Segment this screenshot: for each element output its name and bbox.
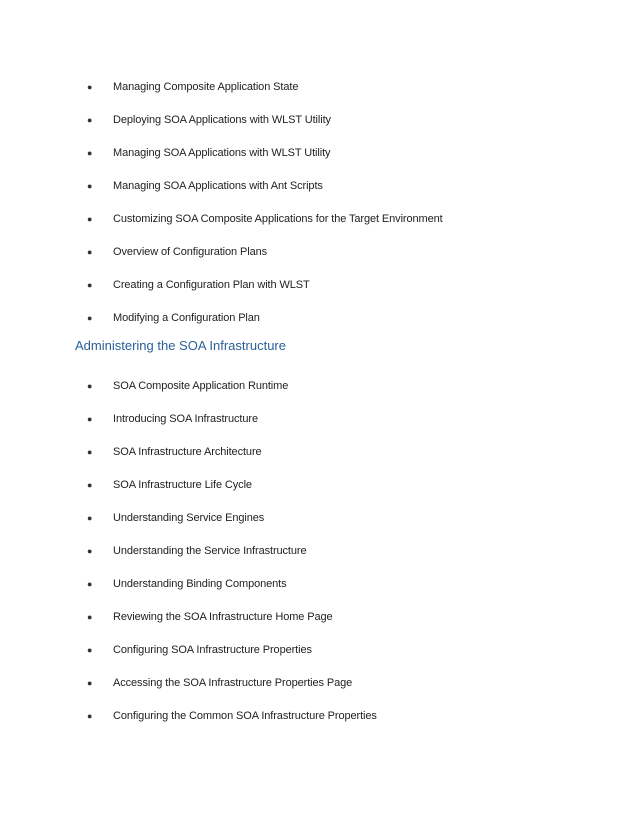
list-item-text: Customizing SOA Composite Applications for the Target Environment [113, 213, 443, 225]
bullet-icon: ● [87, 247, 93, 257]
list-item-text: Creating a Configuration Plan with WLST [113, 279, 310, 291]
bullet-icon: ● [87, 612, 93, 622]
list-item-text: SOA Composite Application Runtime [113, 380, 289, 392]
list-item-text: Introducing SOA Infrastructure [113, 413, 258, 425]
list-item-text: Managing SOA Applications with WLST Utility [113, 147, 331, 159]
list-item-text: Accessing the SOA Infrastructure Properties Page [113, 677, 353, 689]
list-item-text: Configuring the Common SOA Infrastructure Properties [113, 710, 377, 722]
bullet-icon: ● [87, 280, 93, 290]
section-heading: Administering the SOA Infrastructure [75, 338, 286, 353]
list-item-text: Configuring SOA Infrastructure Properties [113, 644, 312, 656]
bullet-icon: ● [87, 313, 93, 323]
bullet-icon: ● [87, 82, 93, 92]
bullet-icon: ● [87, 381, 93, 391]
list-item-text: Deploying SOA Applications with WLST Utility [113, 114, 331, 126]
bullet-icon: ● [87, 214, 93, 224]
bullet-icon: ● [87, 678, 93, 688]
list-item-text: Reviewing the SOA Infrastructure Home Page [113, 611, 333, 623]
bullet-icon: ● [87, 148, 93, 158]
bullet-icon: ● [87, 546, 93, 556]
list-item-text: Understanding Binding Components [113, 578, 287, 590]
list-item-text: Understanding the Service Infrastructure [113, 545, 307, 557]
bullet-icon: ● [87, 447, 93, 457]
list-item-text: Managing SOA Applications with Ant Scripts [113, 180, 323, 192]
bullet-icon: ● [87, 480, 93, 490]
bullet-icon: ● [87, 115, 93, 125]
bullet-icon: ● [87, 579, 93, 589]
bullet-icon: ● [87, 645, 93, 655]
list-item-text: SOA Infrastructure Life Cycle [113, 479, 252, 491]
bullet-icon: ● [87, 181, 93, 191]
list-item-text: Modifying a Configuration Plan [113, 312, 260, 324]
list-item-text: Managing Composite Application State [113, 81, 299, 93]
bullet-icon: ● [87, 513, 93, 523]
list-item-text: SOA Infrastructure Architecture [113, 446, 262, 458]
list-item-text: Understanding Service Engines [113, 512, 265, 524]
bullet-icon: ● [87, 414, 93, 424]
bullet-icon: ● [87, 711, 93, 721]
list-item-text: Overview of Configuration Plans [113, 246, 268, 258]
